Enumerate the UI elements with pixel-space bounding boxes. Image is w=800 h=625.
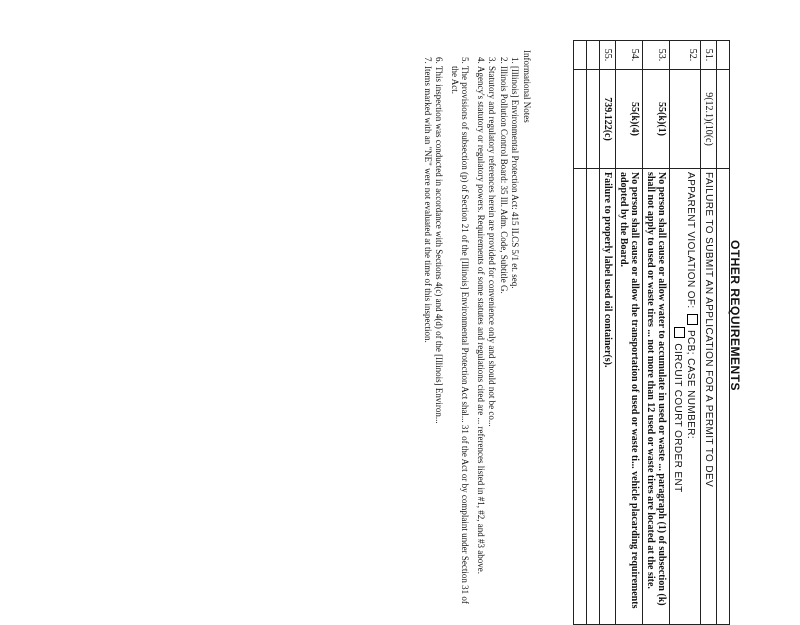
row-description <box>670 169 701 625</box>
checkbox-icon <box>674 327 685 338</box>
informational-notes <box>422 50 533 610</box>
table-row <box>701 41 717 625</box>
list-item: 1. [Illinois] Environmental Protection Act: 415 ILCS 5/1 et. seq. <box>510 66 521 610</box>
list-item: 4. Agency's statutory or regulatory powers. Requirements of some statutes and regulations cited are ... references listed in #1, #2, and #3 above. <box>476 66 487 610</box>
row-citation: 9(12.1)(10(c) <box>701 70 717 169</box>
row-description: No person shall cause or allow water to accumulate in used or waste ... paragraph (1) of subsection (k) shall not apply to used or waste tires ... not more than 12 used or waste tires are located at the site. <box>643 169 670 625</box>
row-number <box>587 41 600 70</box>
pcb-case-number-label: PCB; CASE NUMBER: <box>685 329 696 440</box>
row-description: No person shall cause or allow the transportation of used or waste ti... vehicle placarding requirements adopted by the Board. <box>616 169 643 625</box>
row-citation <box>574 70 587 169</box>
list-item: 7. Items marked with an "NE" were not evaluated at the time of this inspection. <box>423 66 434 610</box>
table-row <box>670 41 701 625</box>
list-item: 6. This inspection was conducted in accordance with Sections 4(c) and 4(d) of the [Illinois] Environ... <box>434 66 445 610</box>
table-row <box>717 41 730 625</box>
row-number <box>574 41 587 70</box>
row-number: 54. <box>616 41 643 70</box>
row-number: 53. <box>643 41 670 70</box>
notes-list <box>423 50 521 610</box>
table-row <box>600 41 616 625</box>
list-item: 5. The provisions of subsection (p) of Section 21 of the [Illinois] Environmental Protection Act shal... 31 of the Act or by complaint under Section 31 of the Act. <box>450 66 471 610</box>
list-item: 2. Illinois Pollution Control Board: 35 Ill. Adm. Code, Subtitle G. <box>499 66 510 610</box>
row-description <box>574 169 587 625</box>
row-citation <box>670 70 701 169</box>
row-number: 51. <box>701 41 717 70</box>
row-description: FAILURE TO SUBMIT AN APPLICATION FOR A PERMIT TO DEV <box>701 169 717 625</box>
table-row <box>616 41 643 625</box>
row-description <box>587 169 600 625</box>
row-number: 52. <box>670 41 701 70</box>
row-citation: 55(k)(1) <box>643 70 670 169</box>
requirements-table <box>573 40 730 625</box>
table-row <box>643 41 670 625</box>
row-description: Failure to properly label used oil container(s). <box>600 169 616 625</box>
row-description <box>717 169 730 625</box>
notes-header: Informational Notes <box>522 50 532 123</box>
row-citation: 55(k)(4) <box>616 70 643 169</box>
row-citation <box>717 70 730 169</box>
row-citation: 739.122(c) <box>600 70 616 169</box>
row-number: 55. <box>600 41 616 70</box>
row-number <box>717 41 730 70</box>
table-row <box>574 41 587 625</box>
list-item: 3. Statutory and regulatory references herein are provided for convenience only and should not be co... <box>487 66 498 610</box>
checkbox-icon <box>687 314 698 325</box>
circuit-court-order-label: CIRCUIT COURT ORDER ENT <box>672 343 683 493</box>
table-row <box>587 41 600 625</box>
apparent-violation-label: APPARENT VIOLATION OF: <box>685 172 696 309</box>
section-title: OTHER REQUIREMENTS <box>728 240 742 392</box>
row-citation <box>587 70 600 169</box>
